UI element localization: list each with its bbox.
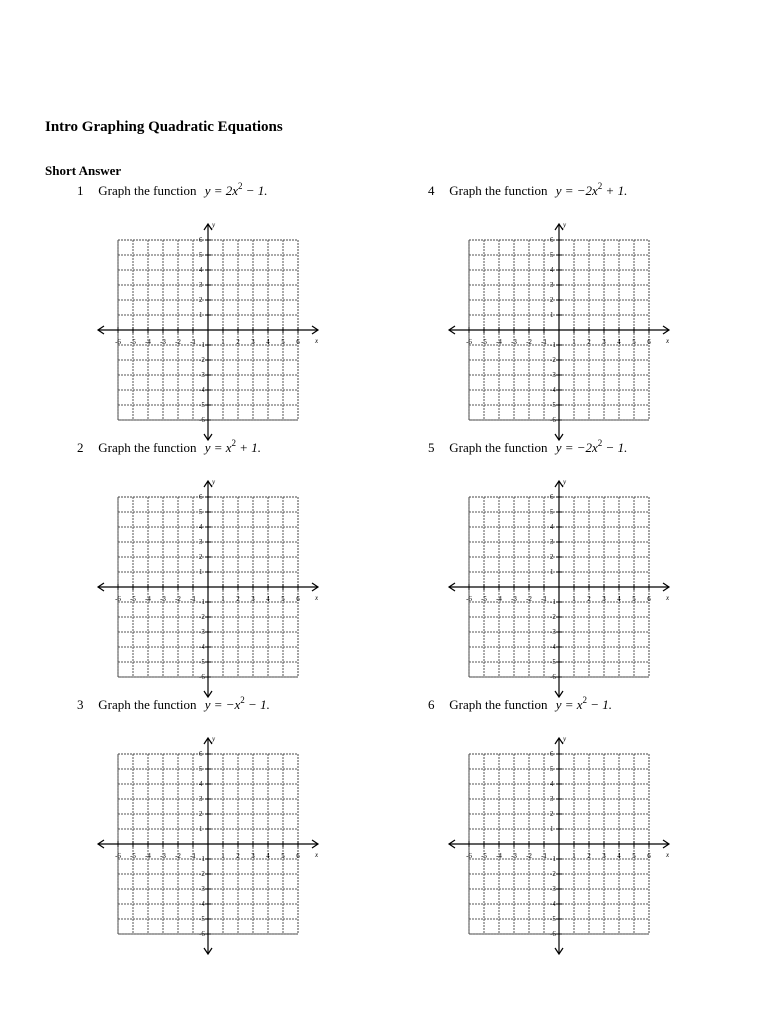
function-expression: $y = -2x^2 - 1$. [555, 438, 628, 455]
x-tick-label: -1 [190, 852, 196, 860]
y-tick-label: -5 [199, 915, 205, 923]
y-tick-label: -2 [199, 613, 205, 621]
function-expression: $y = -2x^2 + 1$. [555, 181, 628, 198]
y-axis-label: y [212, 735, 216, 743]
x-tick-label: 5 [632, 595, 636, 603]
problem-prompt [428, 440, 627, 456]
y-tick-label: 3 [550, 795, 554, 803]
x-tick-label: 2 [236, 338, 240, 346]
y-axis-label: y [563, 478, 567, 486]
y-tick-label: 5 [550, 508, 554, 516]
prompt-text: Graph the function [98, 697, 197, 712]
y-tick-label: -6 [550, 416, 556, 424]
y-tick-label: 6 [550, 750, 554, 758]
function-expression: $y = 2x^2 - 1$. [204, 181, 268, 198]
y-tick-label: 6 [199, 236, 203, 244]
x-tick-label: -3 [511, 595, 517, 603]
x-tick-label: 3 [602, 595, 606, 603]
y-tick-label: -6 [199, 930, 205, 938]
problem-prompt [77, 697, 270, 713]
y-tick-label: -5 [550, 401, 556, 409]
x-tick-label: -5 [481, 338, 487, 346]
function-expression: $y = x^2 - 1$. [555, 695, 613, 712]
x-tick-label: 4 [266, 338, 270, 346]
problem-prompt [77, 440, 261, 456]
x-tick-label: -2 [175, 595, 181, 603]
problem-number: 4 [428, 183, 435, 198]
x-tick-label: 5 [632, 852, 636, 860]
y-tick-label: -6 [550, 673, 556, 681]
x-tick-label: -2 [175, 338, 181, 346]
x-tick-label: 1 [572, 338, 576, 346]
coordinate-grid[interactable] [77, 201, 407, 439]
x-tick-label: -5 [481, 595, 487, 603]
problem-number: 2 [77, 440, 84, 455]
y-tick-label: -2 [199, 356, 205, 364]
y-tick-label: -5 [199, 401, 205, 409]
y-tick-label: 3 [199, 281, 203, 289]
y-tick-label: -2 [550, 870, 556, 878]
y-tick-label: -4 [199, 386, 205, 394]
y-tick-label: 1 [199, 825, 203, 833]
x-tick-label: -1 [190, 338, 196, 346]
x-axis-label: x [666, 594, 670, 602]
x-tick-label: -1 [541, 338, 547, 346]
y-tick-label: 5 [199, 765, 203, 773]
y-tick-label: 6 [550, 493, 554, 501]
y-tick-label: -3 [550, 885, 556, 893]
x-axis-label: x [315, 594, 319, 602]
y-tick-label: -4 [199, 643, 205, 651]
problem-6 [428, 697, 758, 953]
x-tick-label: 5 [281, 338, 285, 346]
y-tick-label: 5 [199, 251, 203, 259]
x-tick-label: -6 [115, 338, 121, 346]
y-tick-label: 2 [199, 553, 203, 561]
x-axis-label: x [666, 851, 670, 859]
y-tick-label: -5 [550, 658, 556, 666]
y-tick-label: -2 [550, 613, 556, 621]
y-axis-label: y [212, 478, 216, 486]
x-tick-label: -1 [541, 852, 547, 860]
x-tick-label: -4 [496, 338, 502, 346]
section-heading: Short Answer [45, 163, 122, 178]
function-expression: $y = x^2 + 1$. [204, 438, 262, 455]
y-axis-label: y [563, 735, 567, 743]
x-axis-label: x [666, 337, 670, 345]
y-tick-label: 4 [550, 780, 554, 788]
x-tick-label: 1 [221, 595, 225, 603]
prompt-text: Graph the function [98, 440, 197, 455]
y-tick-label: 4 [199, 266, 203, 274]
x-tick-label: 1 [221, 852, 225, 860]
x-tick-label: -2 [526, 852, 532, 860]
y-tick-label: 1 [550, 825, 554, 833]
x-tick-label: 6 [296, 852, 300, 860]
problem-4 [428, 183, 758, 439]
x-tick-label: 2 [587, 595, 591, 603]
coordinate-grid[interactable] [428, 458, 758, 696]
y-tick-label: -4 [550, 900, 556, 908]
x-tick-label: -3 [160, 852, 166, 860]
x-tick-label: -6 [466, 852, 472, 860]
y-tick-label: -1 [550, 855, 556, 863]
y-tick-label: -6 [199, 673, 205, 681]
x-tick-label: 1 [572, 595, 576, 603]
y-tick-label: 3 [199, 795, 203, 803]
y-tick-label: -1 [199, 341, 205, 349]
x-tick-label: -5 [481, 852, 487, 860]
x-tick-label: -1 [541, 595, 547, 603]
x-tick-label: 4 [617, 852, 621, 860]
x-tick-label: 6 [296, 338, 300, 346]
y-tick-label: 2 [550, 553, 554, 561]
problem-1 [77, 183, 407, 439]
x-tick-label: -2 [526, 338, 532, 346]
x-tick-label: 4 [617, 338, 621, 346]
y-tick-label: -3 [550, 371, 556, 379]
y-tick-label: -4 [550, 643, 556, 651]
x-tick-label: 2 [587, 852, 591, 860]
prompt-text: Graph the function [449, 697, 548, 712]
y-tick-label: -1 [550, 341, 556, 349]
function-expression: $y = -x^2 - 1$. [204, 695, 270, 712]
y-tick-label: 6 [199, 750, 203, 758]
coordinate-grid[interactable] [77, 715, 407, 953]
y-tick-label: 4 [550, 266, 554, 274]
x-tick-label: -4 [496, 595, 502, 603]
x-tick-label: 3 [251, 338, 255, 346]
y-tick-label: -6 [199, 416, 205, 424]
problem-number: 1 [77, 183, 84, 198]
coordinate-grid[interactable] [428, 715, 758, 953]
y-tick-label: 5 [550, 765, 554, 773]
x-axis-label: x [315, 337, 319, 345]
y-axis-label: y [212, 221, 216, 229]
prompt-text: Graph the function [449, 440, 548, 455]
y-tick-label: -5 [550, 915, 556, 923]
y-tick-label: -1 [199, 598, 205, 606]
prompt-text: Graph the function [449, 183, 548, 198]
y-tick-label: 2 [550, 810, 554, 818]
x-tick-label: 6 [647, 852, 651, 860]
x-tick-label: 6 [647, 338, 651, 346]
coordinate-grid[interactable] [77, 458, 407, 696]
x-tick-label: 6 [647, 595, 651, 603]
y-tick-label: -1 [199, 855, 205, 863]
problem-number: 6 [428, 697, 435, 712]
x-tick-label: -3 [160, 595, 166, 603]
problem-number: 5 [428, 440, 435, 455]
y-tick-label: 4 [199, 523, 203, 531]
x-tick-label: -3 [160, 338, 166, 346]
problem-5 [428, 440, 758, 696]
y-tick-label: -3 [199, 885, 205, 893]
x-tick-label: 4 [617, 595, 621, 603]
x-tick-label: -5 [130, 595, 136, 603]
x-tick-label: 1 [221, 338, 225, 346]
y-tick-label: 4 [199, 780, 203, 788]
x-tick-label: -1 [190, 595, 196, 603]
x-tick-label: -2 [526, 595, 532, 603]
y-tick-label: -2 [199, 870, 205, 878]
y-tick-label: 5 [199, 508, 203, 516]
x-tick-label: -4 [145, 595, 151, 603]
page-title: Intro Graphing Quadratic Equations [45, 119, 283, 135]
x-tick-label: 2 [587, 338, 591, 346]
y-tick-label: -4 [199, 900, 205, 908]
x-tick-label: -6 [466, 595, 472, 603]
y-tick-label: 1 [550, 568, 554, 576]
x-tick-label: 5 [281, 595, 285, 603]
y-tick-label: -1 [550, 598, 556, 606]
prompt-text: Graph the function [98, 183, 197, 198]
x-tick-label: -6 [115, 595, 121, 603]
y-tick-label: 3 [550, 538, 554, 546]
problem-prompt [428, 697, 612, 713]
problem-2 [77, 440, 407, 696]
x-tick-label: 3 [251, 595, 255, 603]
problem-number: 3 [77, 697, 84, 712]
x-tick-label: -3 [511, 852, 517, 860]
y-tick-label: 5 [550, 251, 554, 259]
x-tick-label: 5 [281, 852, 285, 860]
x-tick-label: 2 [236, 852, 240, 860]
y-tick-label: -5 [199, 658, 205, 666]
y-axis-label: y [563, 221, 567, 229]
x-tick-label: 5 [632, 338, 636, 346]
y-tick-label: -4 [550, 386, 556, 394]
y-tick-label: -6 [550, 930, 556, 938]
y-tick-label: -3 [199, 371, 205, 379]
y-tick-label: 3 [199, 538, 203, 546]
x-tick-label: -5 [130, 338, 136, 346]
x-tick-label: 4 [266, 595, 270, 603]
x-axis-label: x [315, 851, 319, 859]
x-tick-label: -4 [145, 338, 151, 346]
problem-prompt [77, 183, 268, 199]
y-tick-label: 6 [199, 493, 203, 501]
x-tick-label: 3 [602, 338, 606, 346]
y-tick-label: 6 [550, 236, 554, 244]
x-tick-label: -6 [115, 852, 121, 860]
problem-3 [77, 697, 407, 953]
x-tick-label: -6 [466, 338, 472, 346]
y-tick-label: 2 [199, 810, 203, 818]
y-tick-label: 2 [550, 296, 554, 304]
x-tick-label: 4 [266, 852, 270, 860]
x-tick-label: -5 [130, 852, 136, 860]
problem-prompt [428, 183, 627, 199]
y-tick-label: 4 [550, 523, 554, 531]
y-tick-label: 2 [199, 296, 203, 304]
y-tick-label: 3 [550, 281, 554, 289]
x-tick-label: -2 [175, 852, 181, 860]
x-tick-label: 2 [236, 595, 240, 603]
y-tick-label: -3 [550, 628, 556, 636]
y-tick-label: 1 [199, 568, 203, 576]
x-tick-label: 3 [602, 852, 606, 860]
x-tick-label: 1 [572, 852, 576, 860]
x-tick-label: 3 [251, 852, 255, 860]
y-tick-label: 1 [550, 311, 554, 319]
y-tick-label: -3 [199, 628, 205, 636]
y-tick-label: 1 [199, 311, 203, 319]
x-tick-label: -4 [496, 852, 502, 860]
x-tick-label: -3 [511, 338, 517, 346]
x-tick-label: 6 [296, 595, 300, 603]
coordinate-grid[interactable] [428, 201, 758, 439]
x-tick-label: -4 [145, 852, 151, 860]
y-tick-label: -2 [550, 356, 556, 364]
